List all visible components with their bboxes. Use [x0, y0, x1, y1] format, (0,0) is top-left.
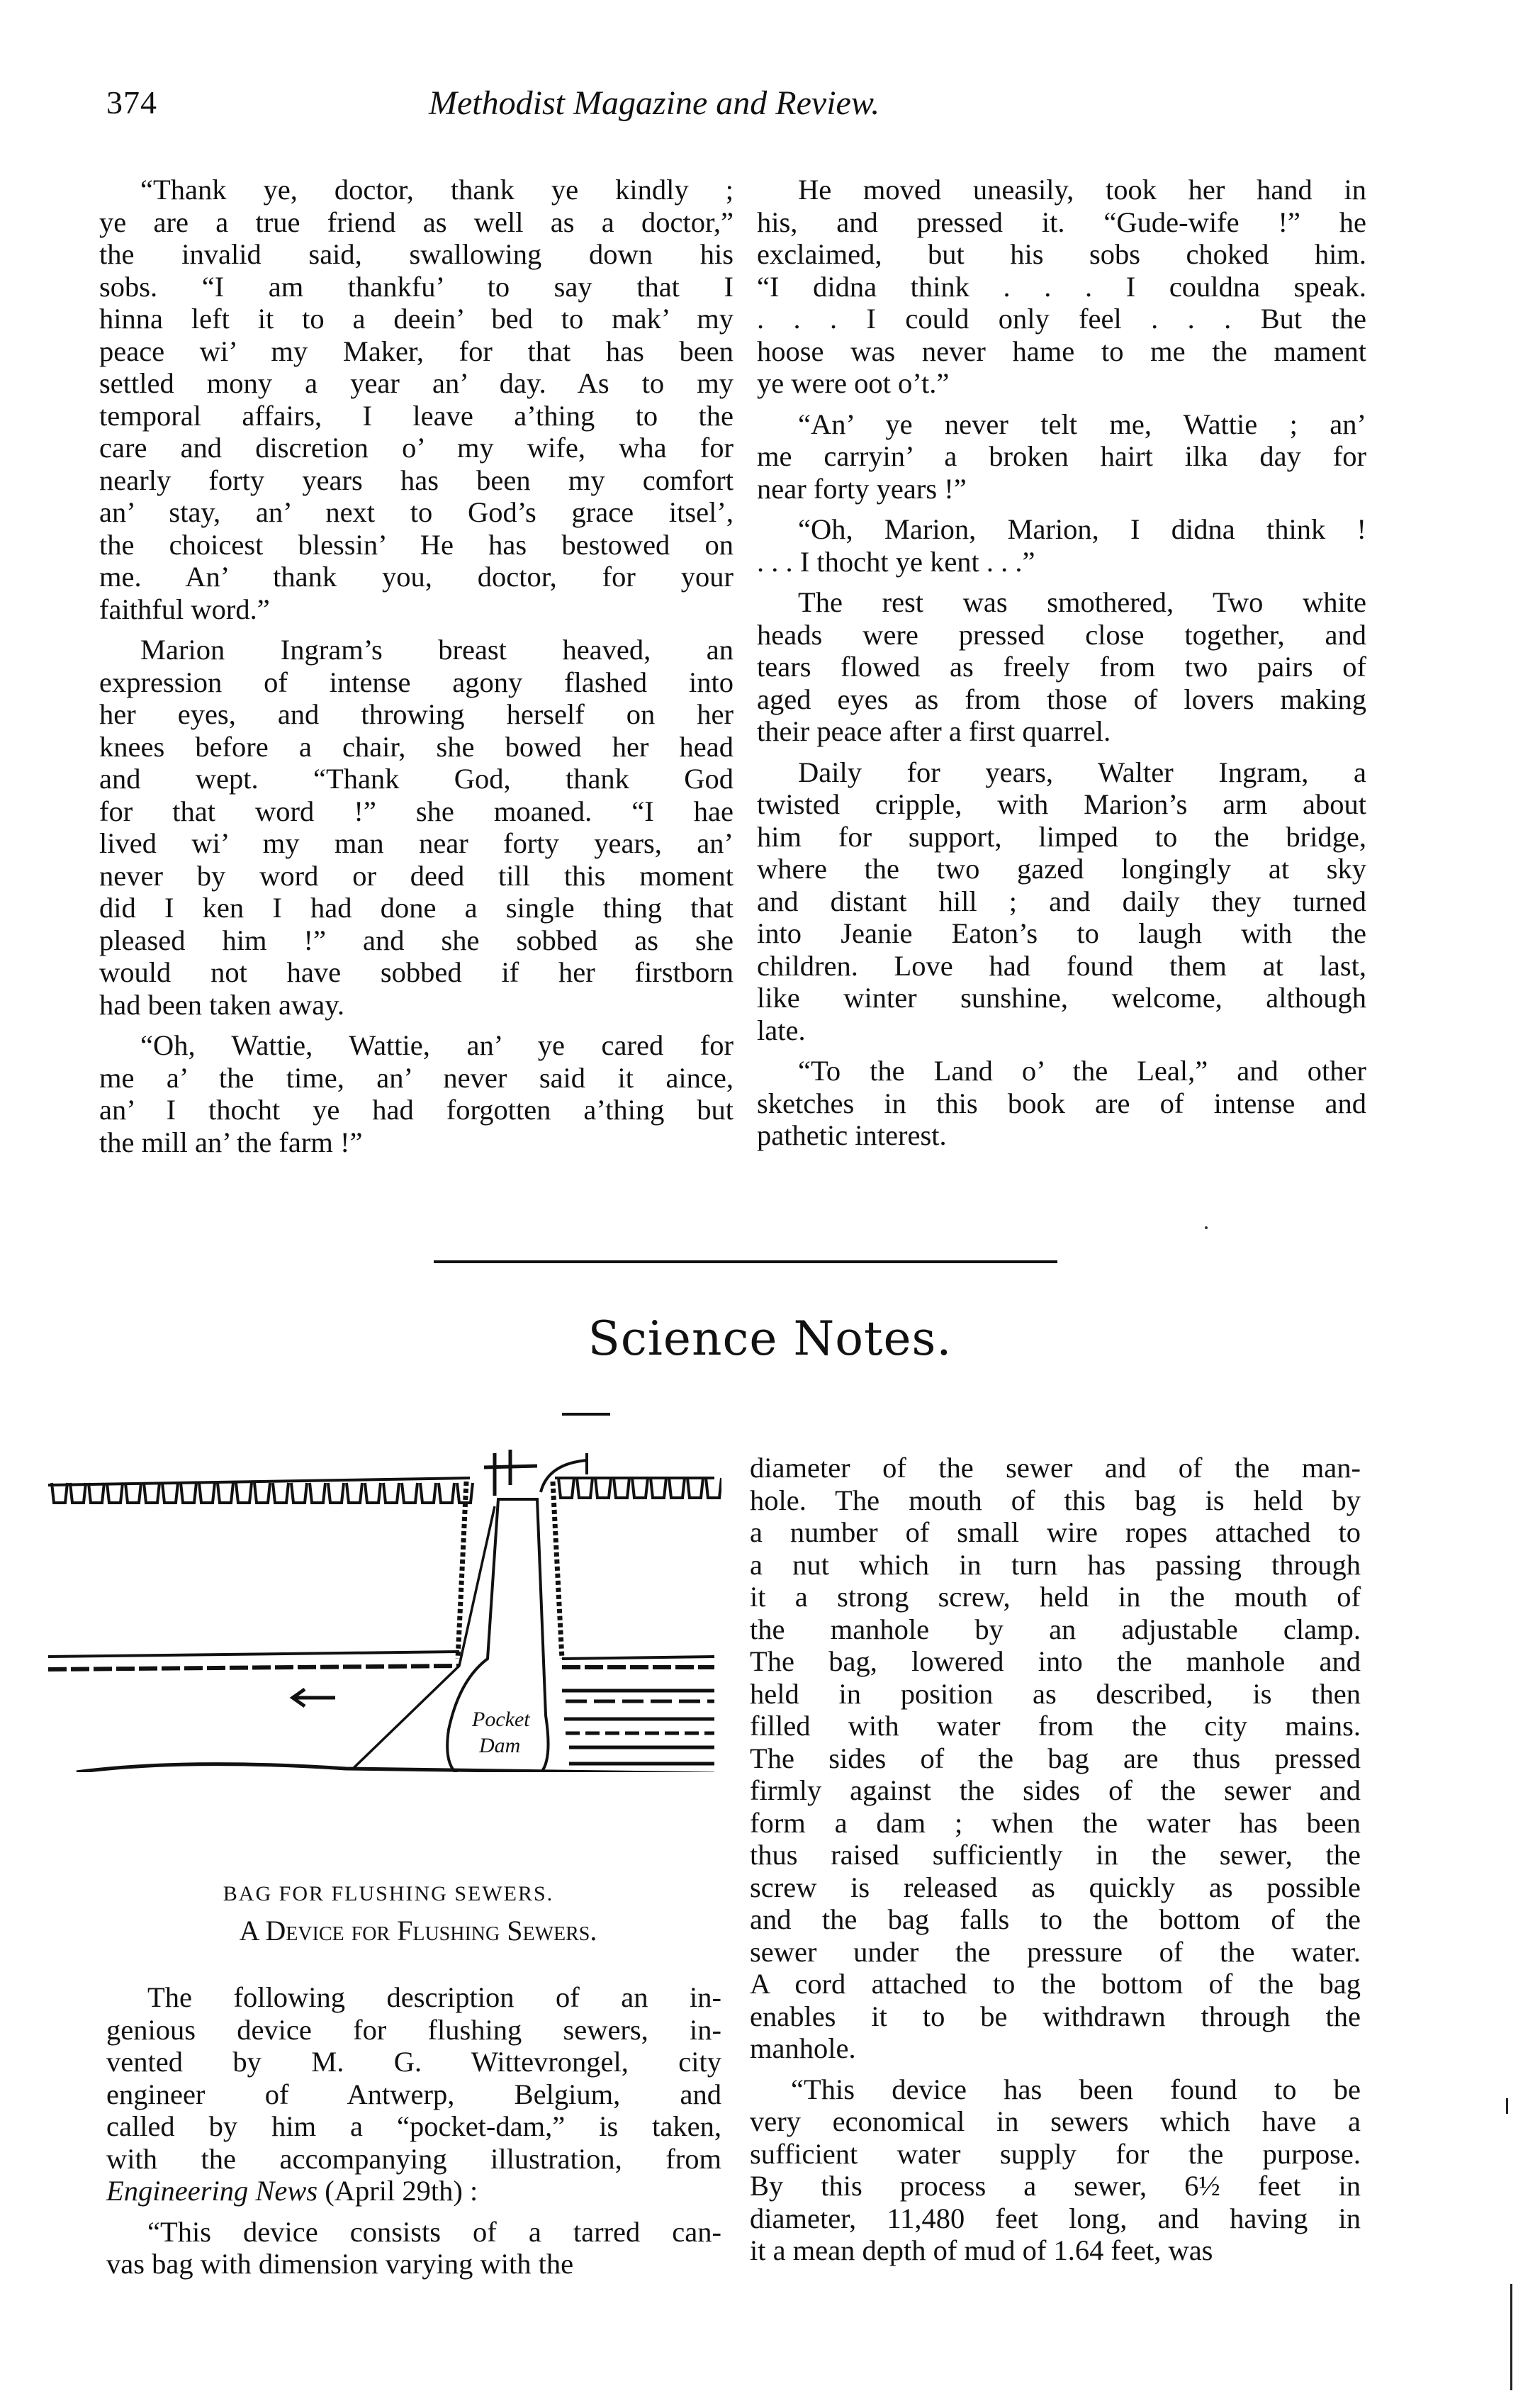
text-line: an’ I thocht ye had forgotten a’thing but — [99, 1094, 734, 1126]
text-line: exclaimed, but his sobs choked him. — [757, 238, 1366, 270]
text-line: enables it to be withdrawn through the — [750, 2000, 1361, 2032]
text-line: for that word !” she moaned. “I hae — [99, 795, 734, 827]
scan-speck — [1205, 1226, 1208, 1229]
paving-block — [218, 1483, 233, 1503]
title-underline-rule — [562, 1413, 610, 1416]
text-line: A cord attached to the bottom of the bag — [750, 1968, 1361, 2000]
text-line: the manhole by an adjustable clamp. — [750, 1613, 1361, 1645]
paving-block — [144, 1483, 159, 1503]
source-publication: Engineering News — [106, 2175, 318, 2207]
sewer-diagram-svg — [41, 1446, 721, 1772]
text-line: thus raised sufficiently in the sewer, the — [750, 1839, 1361, 1871]
figure-caption: BAG FOR FLUSHING SEWERS. — [223, 1882, 554, 1905]
scan-margin-mark — [1510, 2284, 1512, 2390]
text-line: pathetic interest. — [757, 1119, 947, 1151]
text-line: . . . I could only feel . . . But the — [757, 303, 1366, 335]
paving-block — [89, 1483, 104, 1503]
paragraph — [757, 756, 1366, 1047]
running-title: Methodist Magazine and Review. — [429, 84, 880, 122]
paving-block — [199, 1483, 215, 1503]
text-line: did I ken I had done a single thing that — [99, 892, 734, 924]
text-line: called by him a “pocket-dam,” is taken, — [106, 2110, 721, 2142]
text-line: tears flowed as freely from two pairs of — [757, 651, 1366, 683]
manhole-wall-right — [553, 1482, 562, 1659]
text-line: “This device consists of a tarred can- — [147, 2215, 721, 2248]
text-line: hinna left it to a deein’ bed to mak’ my — [99, 303, 734, 335]
paving-block — [291, 1483, 307, 1503]
text-line: diameter, 11,480 feet long, and having in — [750, 2202, 1361, 2234]
text-line: the invalid said, swallowing down his — [99, 238, 734, 270]
scan-margin-mark — [1506, 2098, 1508, 2114]
text-line: a nut which in turn has passing through — [750, 1548, 1361, 1581]
text-line: “To the Land o’ the Leal,” and other — [798, 1055, 1366, 1087]
text-line: the choicest blessin’ He has bestowed on — [99, 528, 734, 561]
sewer-illustration — [41, 1446, 721, 1772]
bottom-right-column — [750, 1452, 1361, 2267]
text-line: near forty years !” — [757, 472, 967, 505]
text-line: “I didna think . . . I couldna speak. — [757, 270, 1366, 303]
sewer-crown-left — [48, 1666, 459, 1669]
paragraph — [750, 1452, 1361, 2065]
text-line: heads were pressed close together, and — [757, 618, 1366, 651]
text-line: with the accompanying illustration, from — [106, 2142, 721, 2175]
paving-block — [558, 1478, 574, 1498]
paving-block — [420, 1483, 436, 1503]
text-line: sufficient water supply for the purpose. — [750, 2137, 1361, 2170]
text-line: sewer under the pressure of the water. — [750, 1935, 1361, 1968]
top-left-column — [99, 174, 734, 1158]
text-line: his, and pressed it. “Gude-wife !” he — [757, 206, 1366, 238]
source-citation-line — [106, 2175, 721, 2207]
text-line: temporal affairs, I leave a’thing to the — [99, 399, 734, 432]
section-title: Science Notes. — [588, 1311, 952, 1366]
paving-block — [162, 1483, 178, 1503]
text-line: screw is released as quickly as possible — [750, 1871, 1361, 1903]
text-line: sketches in this book are of intense and — [757, 1087, 1366, 1119]
text-line: like winter sunshine, welcome, although — [757, 982, 1366, 1014]
flow-arrow-icon — [293, 1689, 335, 1706]
text-line: where the two gazed longingly at sky — [757, 853, 1366, 885]
page-header — [106, 84, 1439, 126]
text-line: The sides of the bag are thus pressed — [750, 1742, 1361, 1774]
paving-block — [439, 1483, 454, 1503]
subhead-rest: Device for Flushing Sewers. — [265, 1915, 597, 1947]
cord-top — [541, 1453, 587, 1492]
street-paving-right — [558, 1478, 721, 1498]
text-line: it a mean depth of mud of 1.64 feet, was — [750, 2234, 1213, 2266]
text-line: By this process a sewer, 6½ feet in — [750, 2170, 1361, 2202]
paving-block — [651, 1478, 666, 1498]
paving-block — [383, 1483, 399, 1503]
subhead-initial: A — [239, 1915, 259, 1947]
text-line: firmly against the sides of the sewer and — [750, 1774, 1361, 1806]
text-line: me carryin’ a broken hairt ilka day for — [757, 440, 1366, 472]
paving-block — [310, 1483, 325, 1503]
text-line: Daily for years, Walter Ingram, a — [798, 756, 1366, 788]
text-line: children. Love had found them at last, — [757, 949, 1366, 982]
text-line: never by word or deed till this moment — [99, 859, 734, 892]
paragraph — [750, 2073, 1361, 2267]
text-line: lived wi’ my man near forty years, an’ — [99, 827, 734, 859]
text-line: held in position as described, is then — [750, 1677, 1361, 1710]
paving-block — [273, 1483, 288, 1503]
paragraph — [99, 174, 734, 625]
paragraph — [99, 1029, 734, 1158]
text-line: aged eyes as from those of lovers making — [757, 683, 1366, 715]
source-date: (April 29th) : — [317, 2175, 478, 2207]
text-line: the mill an’ the farm !” — [99, 1126, 363, 1158]
paragraph — [757, 408, 1366, 505]
paving-block — [125, 1483, 141, 1503]
text-line: sobs. “I am thankfu’ to say that I — [99, 270, 734, 303]
street-surface-left — [48, 1478, 470, 1485]
text-line: him for support, limped to the bridge, — [757, 820, 1366, 853]
paragraph — [106, 1981, 721, 2207]
text-line: “This device has been found to be — [791, 2073, 1361, 2105]
paragraph — [757, 1055, 1366, 1152]
paving-block — [687, 1478, 703, 1498]
text-line: . . . I thocht ye kent . . .” — [757, 545, 1035, 578]
section-divider-rule — [434, 1260, 1057, 1263]
text-line: pleased him !” and she sobbed as she — [99, 924, 734, 956]
paving-block — [365, 1483, 381, 1503]
paving-block — [107, 1483, 123, 1503]
text-line: peace wi’ my Maker, for that has been — [99, 335, 734, 367]
text-line: a number of small wire ropes attached to — [750, 1516, 1361, 1548]
sewer-crown-left-top — [48, 1652, 459, 1657]
text-line: and distant hill ; and daily they turned — [757, 885, 1366, 917]
article-subhead — [106, 1914, 730, 1947]
street-paving-left — [52, 1483, 473, 1503]
text-line: me. An’ thank you, doctor, for your — [99, 561, 734, 593]
paving-block — [669, 1478, 685, 1498]
paving-block — [577, 1478, 592, 1498]
bottom-left-column — [106, 1981, 721, 2280]
bag-label-dam: Dam — [479, 1734, 521, 1757]
paving-block — [632, 1478, 648, 1498]
paving-block — [236, 1483, 252, 1503]
paving-block — [328, 1483, 344, 1503]
text-line: twisted cripple, with Marion’s arm about — [757, 788, 1366, 820]
text-line: would not have sobbed if her firstborn — [99, 956, 734, 988]
top-right-column — [757, 174, 1366, 1152]
text-line: me a’ the time, an’ never said it aince, — [99, 1061, 734, 1094]
text-line: diameter of the sewer and of the man- — [750, 1452, 1361, 1484]
paving-block — [402, 1483, 417, 1503]
text-line: ye were oot o’t.” — [757, 367, 950, 399]
text-line: He moved uneasily, took her hand in — [798, 174, 1366, 206]
dammed-water-lines — [562, 1691, 714, 1764]
paving-block — [181, 1483, 196, 1503]
text-line: care and discretion o’ my wife, wha for — [99, 432, 734, 464]
paragraph — [106, 2216, 721, 2280]
text-line: vas bag with dimension varying with the — [106, 2248, 574, 2280]
text-line: knees before a chair, she bowed her head — [99, 730, 734, 763]
text-line: late. — [757, 1014, 806, 1046]
text-line: into Jeanie Eaton’s to laugh with the — [757, 917, 1366, 949]
paving-block — [614, 1478, 629, 1498]
text-line: manhole. — [750, 2032, 856, 2064]
sewer-crown-right-top — [562, 1657, 714, 1659]
paving-block — [706, 1478, 721, 1498]
text-line: “Thank ye, doctor, thank ye kindly ; — [140, 174, 734, 206]
text-line: and wept. “Thank God, thank God — [99, 763, 734, 795]
screw-clamp — [484, 1450, 537, 1496]
text-line: hole. The mouth of this bag is held by — [750, 1484, 1361, 1516]
paragraph — [99, 634, 734, 1021]
text-line: had been taken away. — [99, 988, 344, 1021]
text-line: “Oh, Wattie, Wattie, an’ ye cared for — [140, 1029, 734, 1061]
text-line: an’ stay, an’ next to God’s grace itsel’, — [99, 496, 734, 528]
page-number: 374 — [106, 84, 157, 121]
manhole-wall-left — [458, 1482, 466, 1659]
paving-block — [347, 1483, 362, 1503]
text-line: expression of intense agony flashed into — [99, 666, 734, 698]
text-line: nearly forty years has been my comfort — [99, 464, 734, 496]
text-line: Marion Ingram’s breast heaved, an — [140, 634, 734, 666]
text-line: settled mony a year an’ day. As to my — [99, 367, 734, 399]
text-line: filled with water from the city mains. — [750, 1710, 1361, 1742]
paragraph — [757, 174, 1366, 400]
bag-label-pocket: Pocket — [472, 1708, 530, 1731]
text-line: The following description of an in- — [147, 1981, 721, 2013]
paving-block — [254, 1483, 270, 1503]
text-line: and the bag falls to the bottom of the — [750, 1903, 1361, 1935]
text-line: faithful word.” — [99, 593, 270, 625]
text-line: “Oh, Marion, Marion, I didna think ! — [798, 513, 1366, 545]
text-line: The bag, lowered into the manhole and — [750, 1645, 1361, 1677]
text-line: it a strong screw, held in the mouth of — [750, 1581, 1361, 1613]
paragraph — [757, 586, 1366, 748]
paragraph — [757, 513, 1366, 578]
text-line: very economical in sewers which have a — [750, 2105, 1361, 2137]
text-line: their peace after a first quarrel. — [757, 715, 1111, 747]
paving-block — [595, 1478, 611, 1498]
text-line: genious device for flushing sewers, in- — [106, 2013, 721, 2046]
text-line: ye are a true friend as well as a doctor,” — [99, 206, 734, 238]
text-line: hoose was never hame to me the mament — [757, 335, 1366, 367]
text-line: “An’ ye never telt me, Wattie ; an’ — [798, 408, 1366, 440]
text-line: engineer of Antwerp, Belgium, and — [106, 2078, 721, 2110]
text-line: form a dam ; when the water has been — [750, 1806, 1361, 1839]
text-line: vented by M. G. Wittevrongel, city — [106, 2046, 721, 2078]
text-line: her eyes, and throwing herself on her — [99, 698, 734, 730]
text-line: The rest was smothered, Two white — [798, 586, 1366, 618]
